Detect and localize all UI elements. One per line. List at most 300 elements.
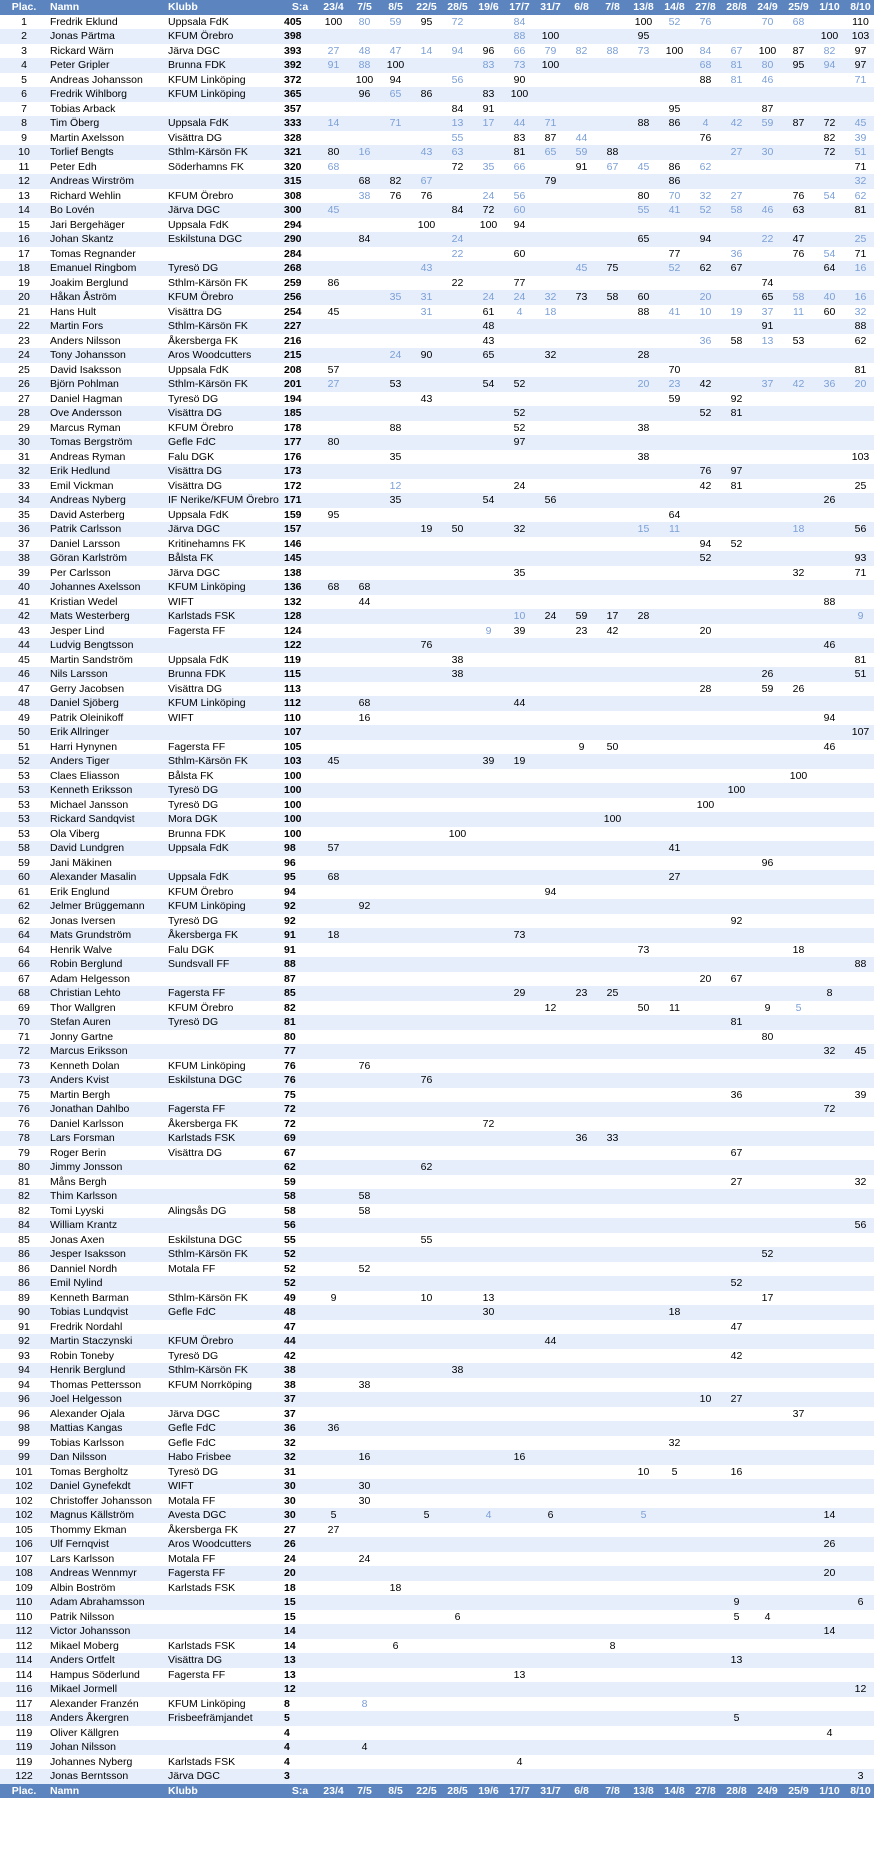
score-cell: 11 xyxy=(659,522,690,537)
score-cell xyxy=(721,841,752,856)
column-footer-place: Plac. xyxy=(0,1784,48,1799)
score-cell xyxy=(628,667,659,682)
score-cell xyxy=(380,1610,411,1625)
score-cell: 38 xyxy=(442,667,473,682)
score-cell xyxy=(318,740,349,755)
score-cell xyxy=(566,508,597,523)
score-cell xyxy=(845,1334,874,1349)
total-cell: 321 xyxy=(282,145,318,160)
column-header-round-14: 28/8 xyxy=(721,0,752,15)
score-cell xyxy=(504,1624,535,1639)
score-cell xyxy=(628,174,659,189)
score-cell xyxy=(597,667,628,682)
score-cell xyxy=(473,1262,504,1277)
score-cell xyxy=(442,1204,473,1219)
score-cell xyxy=(597,1711,628,1726)
score-cell xyxy=(318,1320,349,1335)
total-cell: 215 xyxy=(282,348,318,363)
score-cell xyxy=(752,450,783,465)
score-cell: 9 xyxy=(752,1001,783,1016)
score-cell xyxy=(473,1523,504,1538)
score-cell xyxy=(473,1131,504,1146)
table-row xyxy=(0,551,874,566)
score-cell xyxy=(845,87,874,102)
score-cell xyxy=(628,1233,659,1248)
score-cell xyxy=(349,116,380,131)
club-cell: Gefle FdC xyxy=(166,435,282,450)
score-cell xyxy=(442,856,473,871)
club-cell xyxy=(166,856,282,871)
score-cell xyxy=(783,957,814,972)
score-cell: 97 xyxy=(845,44,874,59)
score-cell xyxy=(814,1189,845,1204)
score-cell xyxy=(721,421,752,436)
table-row xyxy=(0,450,874,465)
score-cell xyxy=(659,290,690,305)
score-cell xyxy=(442,769,473,784)
player-name-cell: Hans Hult xyxy=(48,305,166,320)
club-cell: Brunna FDK xyxy=(166,58,282,73)
score-cell xyxy=(535,1465,566,1480)
score-cell xyxy=(814,1479,845,1494)
table-row xyxy=(0,15,874,30)
score-cell xyxy=(504,798,535,813)
score-cell xyxy=(504,1436,535,1451)
club-cell: KFUM Linköping xyxy=(166,899,282,914)
score-cell xyxy=(752,174,783,189)
score-cell xyxy=(535,1653,566,1668)
score-cell: 29 xyxy=(504,986,535,1001)
table-row xyxy=(0,653,874,668)
score-cell xyxy=(814,682,845,697)
score-cell xyxy=(783,914,814,929)
score-cell xyxy=(721,1552,752,1567)
score-cell xyxy=(411,537,442,552)
place-cell: 85 xyxy=(0,1233,48,1248)
score-cell xyxy=(349,1595,380,1610)
score-cell xyxy=(690,1479,721,1494)
score-cell xyxy=(752,740,783,755)
score-cell xyxy=(628,827,659,842)
score-cell xyxy=(597,131,628,146)
player-name-cell: Andreas Ryman xyxy=(48,450,166,465)
place-cell: 73 xyxy=(0,1073,48,1088)
score-cell: 45 xyxy=(566,261,597,276)
club-cell xyxy=(166,1624,282,1639)
score-cell xyxy=(845,638,874,653)
score-cell xyxy=(628,1653,659,1668)
score-cell: 9 xyxy=(566,740,597,755)
score-cell: 39 xyxy=(845,131,874,146)
score-cell xyxy=(690,1436,721,1451)
table-row xyxy=(0,44,874,59)
score-cell xyxy=(411,334,442,349)
score-cell: 41 xyxy=(659,203,690,218)
score-cell xyxy=(628,885,659,900)
score-cell xyxy=(504,1160,535,1175)
score-cell xyxy=(783,653,814,668)
score-cell xyxy=(566,1436,597,1451)
score-cell xyxy=(380,624,411,639)
total-cell: 113 xyxy=(282,682,318,697)
score-cell xyxy=(628,406,659,421)
score-cell xyxy=(845,508,874,523)
score-cell: 71 xyxy=(845,73,874,88)
club-cell: Visättra DG xyxy=(166,1653,282,1668)
score-cell xyxy=(721,725,752,740)
score-cell xyxy=(504,1131,535,1146)
table-row xyxy=(0,508,874,523)
score-cell xyxy=(597,1436,628,1451)
score-cell: 76 xyxy=(411,189,442,204)
score-cell xyxy=(783,1436,814,1451)
total-cell: 72 xyxy=(282,1102,318,1117)
score-cell xyxy=(349,479,380,494)
player-name-cell: Lars Karlsson xyxy=(48,1552,166,1567)
score-cell xyxy=(814,870,845,885)
score-cell: 88 xyxy=(814,595,845,610)
score-cell: 71 xyxy=(845,247,874,262)
club-cell: Alingsås DG xyxy=(166,1204,282,1219)
score-cell xyxy=(659,1015,690,1030)
player-name-cell: Albin Boström xyxy=(48,1581,166,1596)
player-name-cell: Daniel Larsson xyxy=(48,537,166,552)
table-row xyxy=(0,1653,874,1668)
score-cell: 5 xyxy=(721,1610,752,1625)
score-cell xyxy=(752,1320,783,1335)
score-cell xyxy=(845,1059,874,1074)
score-cell: 47 xyxy=(783,232,814,247)
place-cell: 80 xyxy=(0,1160,48,1175)
score-cell xyxy=(411,551,442,566)
score-cell xyxy=(442,986,473,1001)
score-cell xyxy=(411,1189,442,1204)
score-cell xyxy=(659,740,690,755)
place-cell: 62 xyxy=(0,899,48,914)
score-cell xyxy=(783,609,814,624)
score-cell xyxy=(535,1204,566,1219)
score-cell xyxy=(845,276,874,291)
score-cell xyxy=(411,73,442,88)
place-cell: 89 xyxy=(0,1291,48,1306)
score-cell xyxy=(504,1334,535,1349)
score-cell xyxy=(535,914,566,929)
score-cell xyxy=(628,1247,659,1262)
score-cell xyxy=(535,203,566,218)
score-cell xyxy=(411,769,442,784)
score-cell xyxy=(690,595,721,610)
score-cell xyxy=(349,1653,380,1668)
club-cell: KFUM Linköping xyxy=(166,1697,282,1712)
score-cell xyxy=(597,58,628,73)
score-cell xyxy=(783,218,814,233)
score-cell xyxy=(411,1552,442,1567)
score-cell xyxy=(845,1349,874,1364)
score-cell xyxy=(721,1537,752,1552)
score-cell xyxy=(473,1494,504,1509)
score-cell xyxy=(566,1595,597,1610)
score-cell xyxy=(566,1015,597,1030)
score-cell xyxy=(318,232,349,247)
score-cell xyxy=(504,1479,535,1494)
player-name-cell: Claes Eliasson xyxy=(48,769,166,784)
score-cell: 94 xyxy=(442,44,473,59)
score-cell xyxy=(411,116,442,131)
club-cell: KFUM Linköping xyxy=(166,580,282,595)
score-cell xyxy=(783,754,814,769)
score-cell xyxy=(597,1595,628,1610)
score-cell xyxy=(628,841,659,856)
club-cell xyxy=(166,725,282,740)
score-cell: 72 xyxy=(442,160,473,175)
score-cell xyxy=(597,682,628,697)
score-cell xyxy=(783,363,814,378)
score-cell: 58 xyxy=(721,334,752,349)
score-cell xyxy=(411,406,442,421)
score-cell xyxy=(721,754,752,769)
score-cell: 88 xyxy=(690,73,721,88)
score-cell xyxy=(597,899,628,914)
table-row xyxy=(0,305,874,320)
score-cell xyxy=(721,1073,752,1088)
score-cell xyxy=(628,754,659,769)
score-cell: 44 xyxy=(566,131,597,146)
score-cell: 9 xyxy=(318,1291,349,1306)
score-cell xyxy=(349,609,380,624)
score-cell: 110 xyxy=(845,15,874,30)
club-cell: Aros Woodcutters xyxy=(166,348,282,363)
score-cell xyxy=(566,421,597,436)
total-cell: 58 xyxy=(282,1204,318,1219)
score-cell xyxy=(752,580,783,595)
score-cell xyxy=(504,174,535,189)
score-cell xyxy=(845,986,874,1001)
score-cell xyxy=(597,725,628,740)
player-name-cell: Mattias Kangas xyxy=(48,1421,166,1436)
score-cell xyxy=(566,1160,597,1175)
score-cell xyxy=(380,667,411,682)
score-cell xyxy=(721,218,752,233)
score-cell xyxy=(318,102,349,117)
score-cell: 10 xyxy=(628,1465,659,1480)
score-cell xyxy=(535,261,566,276)
score-cell xyxy=(473,1726,504,1741)
club-cell xyxy=(166,1218,282,1233)
score-cell xyxy=(690,1523,721,1538)
score-cell: 100 xyxy=(535,58,566,73)
score-cell xyxy=(721,319,752,334)
score-cell xyxy=(845,711,874,726)
score-cell xyxy=(597,522,628,537)
score-cell xyxy=(690,1044,721,1059)
place-cell: 3 xyxy=(0,44,48,59)
club-cell: Järva DGC xyxy=(166,1769,282,1784)
player-name-cell: William Krantz xyxy=(48,1218,166,1233)
score-cell xyxy=(349,1102,380,1117)
score-cell xyxy=(380,1450,411,1465)
score-cell: 65 xyxy=(535,145,566,160)
score-cell xyxy=(597,464,628,479)
score-cell xyxy=(752,1552,783,1567)
score-cell xyxy=(566,1523,597,1538)
total-cell: 3 xyxy=(282,1769,318,1784)
score-cell xyxy=(845,1392,874,1407)
score-cell: 72 xyxy=(442,15,473,30)
score-cell xyxy=(783,1146,814,1161)
total-cell: 138 xyxy=(282,566,318,581)
score-cell xyxy=(411,377,442,392)
total-cell: 32 xyxy=(282,1436,318,1451)
score-cell xyxy=(845,493,874,508)
score-cell xyxy=(814,841,845,856)
score-cell xyxy=(442,1146,473,1161)
score-cell xyxy=(566,1740,597,1755)
score-cell xyxy=(814,580,845,595)
score-cell xyxy=(411,435,442,450)
score-cell xyxy=(349,537,380,552)
score-cell xyxy=(597,102,628,117)
score-cell xyxy=(380,1711,411,1726)
score-cell xyxy=(535,1726,566,1741)
score-cell xyxy=(566,1668,597,1683)
score-cell xyxy=(659,450,690,465)
score-cell xyxy=(597,1740,628,1755)
total-cell: 92 xyxy=(282,899,318,914)
score-cell xyxy=(814,1769,845,1784)
score-cell xyxy=(473,261,504,276)
score-cell: 24 xyxy=(504,479,535,494)
score-cell xyxy=(845,1740,874,1755)
score-cell xyxy=(442,638,473,653)
score-cell xyxy=(318,1740,349,1755)
table-row xyxy=(0,1044,874,1059)
score-cell xyxy=(380,522,411,537)
score-cell xyxy=(721,624,752,639)
total-cell: 32 xyxy=(282,1450,318,1465)
score-cell xyxy=(473,1334,504,1349)
score-cell xyxy=(659,1059,690,1074)
score-cell xyxy=(659,653,690,668)
score-cell xyxy=(535,1305,566,1320)
score-cell: 36 xyxy=(566,1131,597,1146)
score-cell xyxy=(411,711,442,726)
table-row xyxy=(0,1668,874,1683)
score-cell: 94 xyxy=(535,885,566,900)
total-cell: 30 xyxy=(282,1479,318,1494)
score-cell xyxy=(628,798,659,813)
score-cell xyxy=(597,1015,628,1030)
score-cell xyxy=(752,247,783,262)
club-cell xyxy=(166,1595,282,1610)
total-cell: 48 xyxy=(282,1305,318,1320)
score-cell xyxy=(659,1450,690,1465)
score-cell: 68 xyxy=(349,174,380,189)
score-cell xyxy=(473,435,504,450)
score-cell xyxy=(411,1537,442,1552)
score-cell xyxy=(380,609,411,624)
score-cell xyxy=(473,1755,504,1770)
club-cell: Uppsala FdK xyxy=(166,653,282,668)
score-cell xyxy=(380,1320,411,1335)
score-cell xyxy=(318,1349,349,1364)
score-cell xyxy=(845,899,874,914)
score-cell xyxy=(628,1334,659,1349)
score-cell xyxy=(411,276,442,291)
score-cell xyxy=(566,1755,597,1770)
score-cell xyxy=(690,102,721,117)
score-cell xyxy=(318,1247,349,1262)
score-cell: 92 xyxy=(721,914,752,929)
place-cell: 42 xyxy=(0,609,48,624)
score-cell xyxy=(659,769,690,784)
score-cell: 75 xyxy=(597,261,628,276)
total-cell: 256 xyxy=(282,290,318,305)
score-cell xyxy=(473,1378,504,1393)
club-cell: KFUM Örebro xyxy=(166,290,282,305)
place-cell: 110 xyxy=(0,1595,48,1610)
score-cell xyxy=(628,1755,659,1770)
score-cell xyxy=(535,1349,566,1364)
club-cell: KFUM Örebro xyxy=(166,29,282,44)
score-cell xyxy=(814,566,845,581)
score-cell xyxy=(380,1392,411,1407)
place-cell: 71 xyxy=(0,1030,48,1045)
score-cell xyxy=(597,276,628,291)
score-cell xyxy=(380,1436,411,1451)
score-cell xyxy=(659,812,690,827)
score-cell xyxy=(504,261,535,276)
score-cell xyxy=(349,725,380,740)
score-cell: 50 xyxy=(442,522,473,537)
score-cell xyxy=(349,1581,380,1596)
score-cell xyxy=(752,711,783,726)
score-cell xyxy=(442,725,473,740)
score-cell xyxy=(783,1117,814,1132)
score-cell xyxy=(566,276,597,291)
score-cell: 30 xyxy=(473,1305,504,1320)
score-cell xyxy=(566,377,597,392)
score-cell xyxy=(690,1682,721,1697)
score-cell xyxy=(845,1189,874,1204)
score-cell xyxy=(783,479,814,494)
score-cell xyxy=(380,1247,411,1262)
score-cell: 16 xyxy=(845,290,874,305)
score-cell xyxy=(721,493,752,508)
table-row xyxy=(0,638,874,653)
score-cell xyxy=(504,667,535,682)
score-cell: 86 xyxy=(659,116,690,131)
player-name-cell: Erik Allringer xyxy=(48,725,166,740)
score-cell xyxy=(535,740,566,755)
score-cell xyxy=(783,1653,814,1668)
score-cell xyxy=(411,1204,442,1219)
score-cell: 59 xyxy=(566,145,597,160)
score-cell xyxy=(721,566,752,581)
score-cell xyxy=(752,1479,783,1494)
place-cell: 4 xyxy=(0,58,48,73)
score-cell xyxy=(380,1363,411,1378)
score-cell: 57 xyxy=(318,841,349,856)
score-cell: 67 xyxy=(721,972,752,987)
player-name-cell: Danniel Nordh xyxy=(48,1262,166,1277)
score-cell xyxy=(783,1247,814,1262)
score-cell xyxy=(318,1479,349,1494)
total-cell: 13 xyxy=(282,1653,318,1668)
club-cell: Visättra DG xyxy=(166,479,282,494)
score-cell xyxy=(690,1030,721,1045)
player-name-cell: Ulf Fernqvist xyxy=(48,1537,166,1552)
score-cell xyxy=(690,1639,721,1654)
